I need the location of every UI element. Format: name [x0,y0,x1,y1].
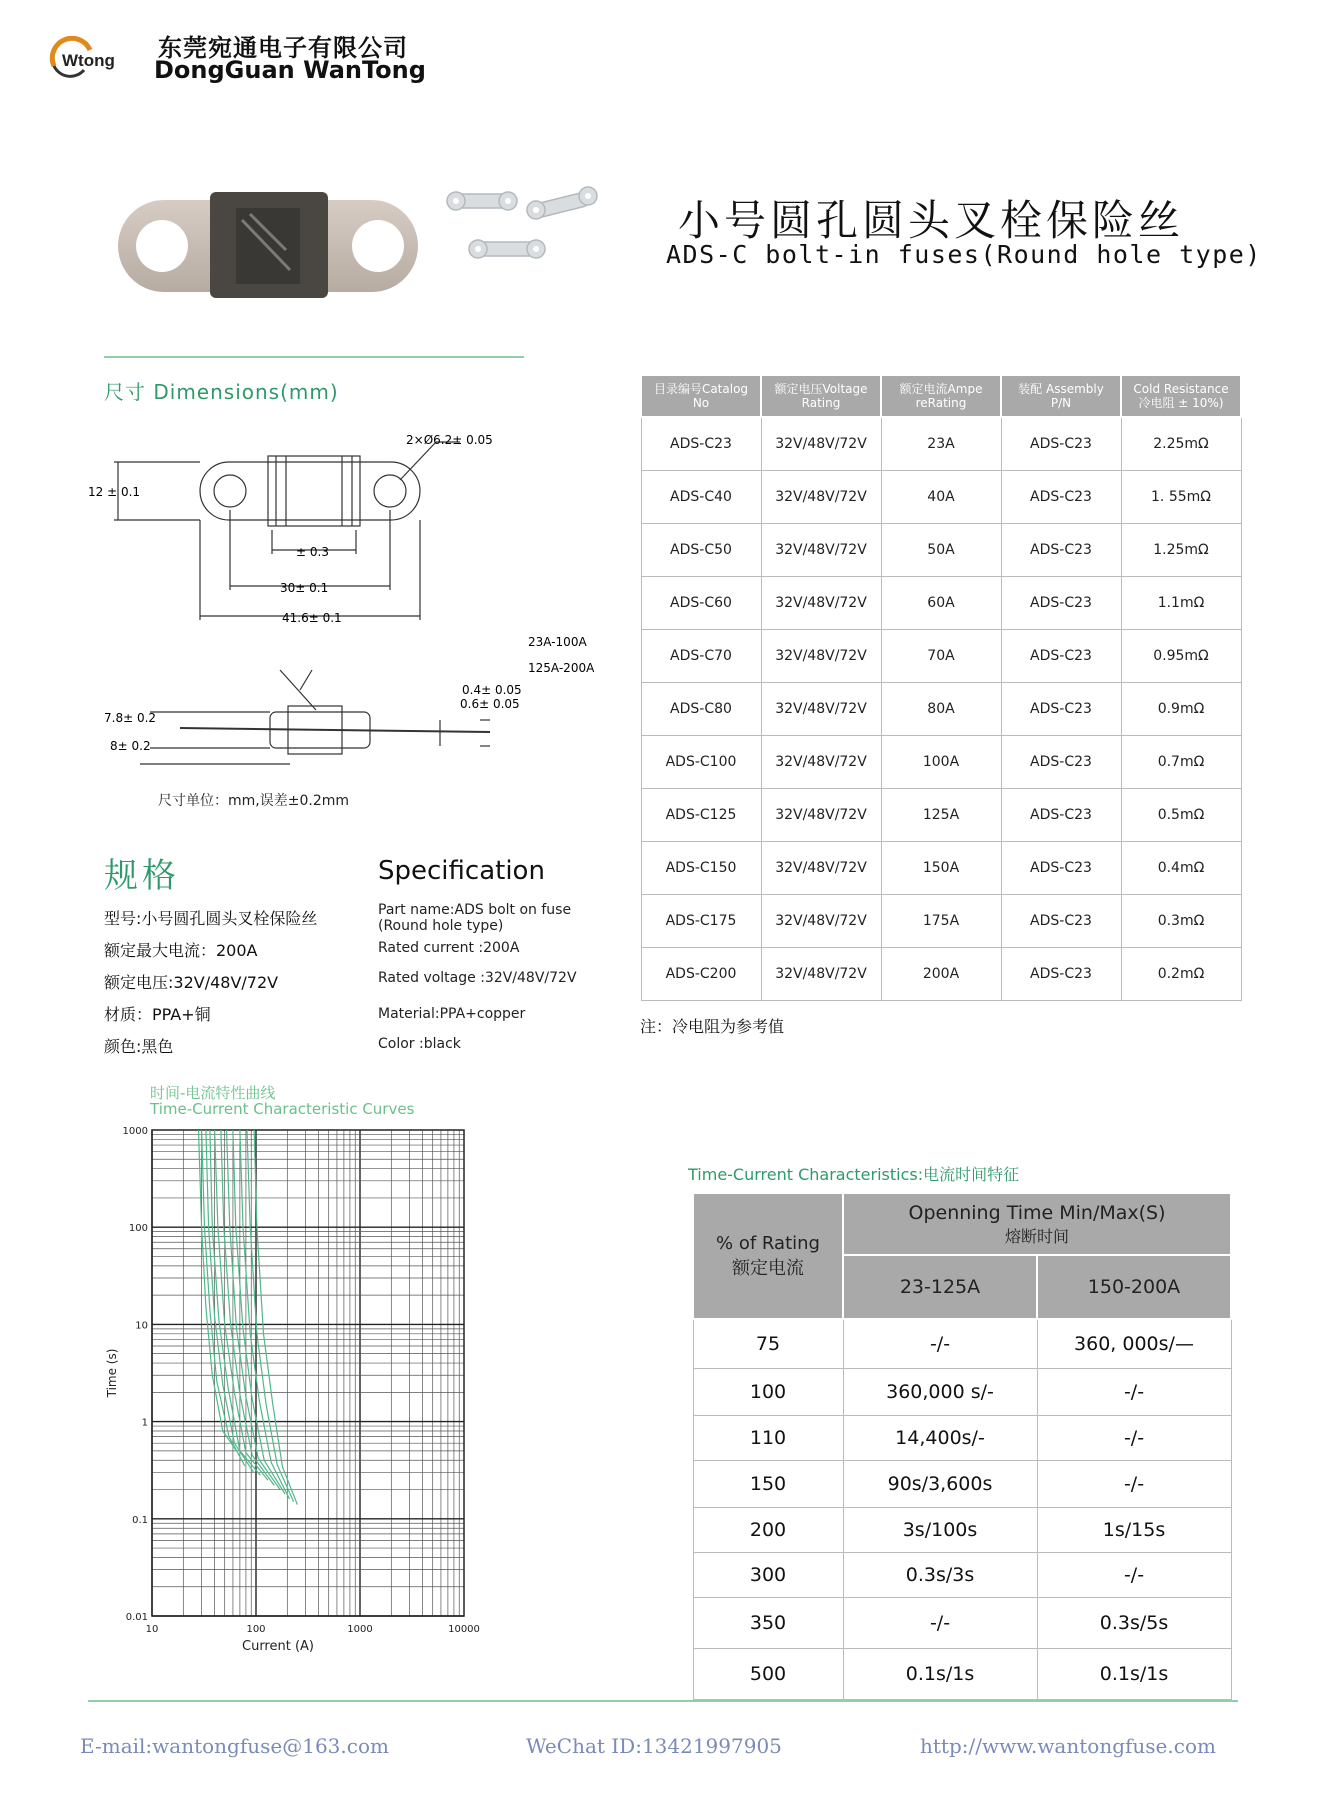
catalog-cell-voltage: 32V/48V/72V [761,842,881,895]
spec-en-color: Color :black [378,1036,461,1052]
catalog-cell-no: ADS-C60 [641,577,761,630]
chart-x-tick-label: 100 [246,1624,266,1635]
catalog-cell-voltage: 32V/48V/72V [761,524,881,577]
catalog-row [641,630,1241,683]
tc-cell-rating: 100 [693,1369,843,1416]
tc-cell-range-2: -/- [1037,1369,1231,1416]
dimension-drawing [80,420,620,780]
catalog-cell-no: ADS-C70 [641,630,761,683]
tc-cell-range-1: 360,000 s/- [843,1369,1037,1416]
chart-title: 时间-电流特性曲线 [150,1084,276,1102]
spec-en-current: Rated current :200A [378,940,520,956]
product-title-cn: 小号圆孔圆头叉栓保险丝 [678,196,1185,245]
tc-cell-range-1: 0.1s/1s [843,1649,1037,1700]
catalog-cell-resistance: 0.7mΩ [1121,736,1241,789]
catalog-cell-no: ADS-C150 [641,842,761,895]
time-current-chart [88,1116,508,1696]
catalog-cell-no: ADS-C125 [641,789,761,842]
dim-h2-label: 8± 0.2 [110,739,151,753]
catalog-cell-assembly: ADS-C23 [1001,895,1121,948]
chart-y-tick-label: 1000 [122,1126,148,1137]
catalog-cell-resistance: 0.9mΩ [1121,683,1241,736]
catalog-row [641,842,1241,895]
product-title-en: ADS-C bolt-in fuses(Round hole type) [666,240,1262,269]
catalog-cell-resistance: 1.1mΩ [1121,577,1241,630]
spec-heading-en: Specification [378,856,545,886]
tc-row [693,1461,1231,1508]
catalog-cell-assembly: ADS-C23 [1001,471,1121,524]
catalog-cell-voltage: 32V/48V/72V [761,471,881,524]
catalog-cell-current: 50A [881,524,1001,577]
chart-series-line [254,1130,297,1505]
catalog-cell-resistance: 0.5mΩ [1121,789,1241,842]
catalog-col-resistance: Cold Resistance 冷电阻 ± 10%) [1121,375,1241,417]
catalog-cell-no: ADS-C50 [641,524,761,577]
dim-pitch-label: 30± 0.1 [280,581,329,595]
tc-row [693,1416,1231,1461]
catalog-col-catalog: 目录编号Catalog No [641,375,761,417]
catalog-cell-current: 80A [881,683,1001,736]
tc-cell-range-1: -/- [843,1598,1037,1649]
dim-gap-label: ± 0.3 [296,545,329,559]
catalog-cell-current: 100A [881,736,1001,789]
chart-y-tick-label: 0.1 [132,1514,148,1526]
tc-row [693,1508,1231,1553]
catalog-cell-assembly: ADS-C23 [1001,736,1121,789]
catalog-cell-current: 60A [881,577,1001,630]
catalog-table [640,374,1242,1001]
spec-cn-voltage: 额定电压:32V/48V/72V [104,973,279,992]
spec-heading-cn: 规格 [104,856,180,896]
catalog-cell-no: ADS-C80 [641,683,761,736]
chart-y-axis-label: Time (s) [105,1348,119,1398]
catalog-cell-current: 40A [881,471,1001,524]
spec-cn-color: 颜色:黑色 [104,1037,174,1056]
catalog-row [641,577,1241,630]
tc-row [693,1553,1231,1598]
company-logo [48,36,130,82]
dim-thick2-label: 0.6± 0.05 [460,697,520,711]
tc-row [693,1369,1231,1416]
dim-holes-label: 2×Ø6.2± 0.05 [406,433,493,447]
logo-text: Wtong [62,51,115,70]
tc-col-range-1: 23-125A [843,1255,1037,1319]
catalog-cell-no: ADS-C100 [641,736,761,789]
dimension-divider [104,356,524,358]
tc-cell-rating: 150 [693,1461,843,1508]
catalog-cell-resistance: 2.25mΩ [1121,417,1241,471]
tc-cell-rating: 110 [693,1416,843,1461]
tc-heading: Time-Current Characteristics:电流时间特征 [688,1165,1020,1184]
tc-cell-range-1: 0.3s/3s [843,1553,1037,1598]
catalog-cell-voltage: 32V/48V/72V [761,683,881,736]
spec-cn-material: 材质：PPA+铜 [104,1005,211,1024]
catalog-cell-voltage: 32V/48V/72V [761,577,881,630]
spec-cn-current: 额定最大电流：200A [104,941,258,960]
catalog-cell-resistance: 1. 55mΩ [1121,471,1241,524]
catalog-cell-resistance: 0.2mΩ [1121,948,1241,1001]
catalog-col-current: 额定电流Ampe reRating [881,375,1001,417]
chart-x-tick-label: 10000 [448,1624,480,1635]
catalog-row [641,471,1241,524]
dim-range1-label: 23A-100A [528,635,587,649]
tc-cell-rating: 500 [693,1649,843,1700]
dim-range2-label: 125A-200A [528,661,595,675]
company-name-cn: 东莞宛通电子有限公司 [158,34,408,62]
chart-series-line [233,1130,285,1494]
catalog-cell-assembly: ADS-C23 [1001,417,1121,471]
fuse-link-photos [440,180,610,280]
catalog-cell-current: 150A [881,842,1001,895]
catalog-row [641,524,1241,577]
tc-cell-range-2: -/- [1037,1553,1231,1598]
catalog-cell-voltage: 32V/48V/72V [761,789,881,842]
spec-en-material: Material:PPA+copper [378,1006,526,1022]
footer-wechat: WeChat ID:13421997905 [526,1734,782,1758]
catalog-cell-assembly: ADS-C23 [1001,948,1121,1001]
spec-en-voltage: Rated voltage :32V/48V/72V [378,970,577,986]
catalog-cell-voltage: 32V/48V/72V [761,417,881,471]
chart-x-tick-label: 10 [145,1624,159,1635]
fuse-product-photo [110,190,430,310]
catalog-cell-resistance: 0.95mΩ [1121,630,1241,683]
tc-cell-range-2: 1s/15s [1037,1508,1231,1553]
catalog-cell-assembly: ADS-C23 [1001,577,1121,630]
catalog-cell-voltage: 32V/48V/72V [761,948,881,1001]
catalog-cell-current: 175A [881,895,1001,948]
chart-series-line [247,1130,294,1502]
chart-y-tick-label: 1 [141,1417,148,1429]
catalog-cell-no: ADS-C200 [641,948,761,1001]
chart-y-tick-label: 10 [135,1320,148,1332]
tc-cell-range-1: -/- [843,1319,1037,1369]
catalog-cell-resistance: 0.4mΩ [1121,842,1241,895]
tc-cell-range-2: 0.3s/5s [1037,1598,1231,1649]
chart-y-tick-label: 0.01 [125,1612,148,1623]
catalog-header-row [641,375,1241,417]
tc-cell-range-2: 0.1s/1s [1037,1649,1231,1700]
catalog-cell-no: ADS-C40 [641,471,761,524]
catalog-row [641,948,1241,1001]
tc-table [692,1192,1232,1700]
catalog-row [641,789,1241,842]
catalog-cell-no: ADS-C23 [641,417,761,471]
footer-email: E-mail:wantongfuse@163.com [80,1734,389,1758]
chart-x-tick-label: 1000 [347,1624,373,1635]
dim-length-label: 41.6± 0.1 [282,611,342,625]
chart-plot-area [152,1130,464,1616]
dimensions-heading: 尺寸 Dimensions(mm) [104,380,339,404]
tc-cell-rating: 200 [693,1508,843,1553]
catalog-row [641,895,1241,948]
tc-cell-range-2: -/- [1037,1416,1231,1461]
company-name-en: DongGuan WanTong [154,56,426,84]
tc-cell-rating: 75 [693,1319,843,1369]
catalog-cell-no: ADS-C175 [641,895,761,948]
tc-cell-rating: 350 [693,1598,843,1649]
tc-row [693,1319,1231,1369]
catalog-cell-assembly: ADS-C23 [1001,789,1121,842]
catalog-cell-assembly: ADS-C23 [1001,524,1121,577]
catalog-row [641,736,1241,789]
tc-cell-range-1: 3s/100s [843,1508,1037,1553]
dim-h1-label: 7.8± 0.2 [104,711,157,725]
spec-cn-model: 型号:小号圆孔圆头叉栓保险丝 [104,909,318,928]
catalog-row [641,417,1241,471]
catalog-cell-voltage: 32V/48V/72V [761,895,881,948]
spec-en-partname-2: (Round hole type) [378,918,504,934]
catalog-col-voltage: 额定电压Voltage Rating [761,375,881,417]
tc-cell-range-1: 90s/3,600s [843,1461,1037,1508]
chart-y-tick-label: 100 [128,1223,148,1235]
catalog-cell-assembly: ADS-C23 [1001,842,1121,895]
catalog-cell-voltage: 32V/48V/72V [761,630,881,683]
catalog-cell-current: 200A [881,948,1001,1001]
tc-cell-range-1: 14,400s/- [843,1416,1037,1461]
tc-cell-range-2: -/- [1037,1461,1231,1508]
catalog-cell-resistance: 1.25mΩ [1121,524,1241,577]
tc-cell-range-2: 360, 000s/— [1037,1319,1231,1369]
dimension-unit-note: 尺寸单位：mm,误差±0.2mm [158,793,349,809]
catalog-row [641,683,1241,736]
tc-row [693,1598,1231,1649]
catalog-cell-assembly: ADS-C23 [1001,683,1121,736]
catalog-col-assembly: 装配 Assembly P/N [1001,375,1121,417]
footer-divider [88,1700,1238,1702]
dim-height-label: 12 ± 0.1 [88,485,141,499]
chart-subtitle: Time-Current Characteristic Curves [150,1100,415,1118]
dim-thick1-label: 0.4± 0.05 [462,683,522,697]
footer-website: http://www.wantongfuse.com [920,1734,1216,1758]
chart-x-axis-label: Current (A) [242,1639,314,1654]
catalog-cell-assembly: ADS-C23 [1001,630,1121,683]
catalog-cell-resistance: 0.3mΩ [1121,895,1241,948]
tc-col-opening: Openning Time Min/Max(S) 熔断时间 [843,1193,1231,1255]
cold-resistance-note: 注：冷电阻为参考值 [640,1017,785,1036]
chart-series-line [240,1130,290,1499]
tc-col-range-2: 150-200A [1037,1255,1231,1319]
catalog-cell-current: 23A [881,417,1001,471]
spec-en-partname: Part name:ADS bolt on fuse [378,902,572,918]
tc-cell-rating: 300 [693,1553,843,1598]
catalog-cell-current: 125A [881,789,1001,842]
tc-col-rating: % of Rating 额定电流 [693,1193,843,1319]
catalog-cell-voltage: 32V/48V/72V [761,736,881,789]
tc-row [693,1649,1231,1700]
catalog-cell-current: 70A [881,630,1001,683]
